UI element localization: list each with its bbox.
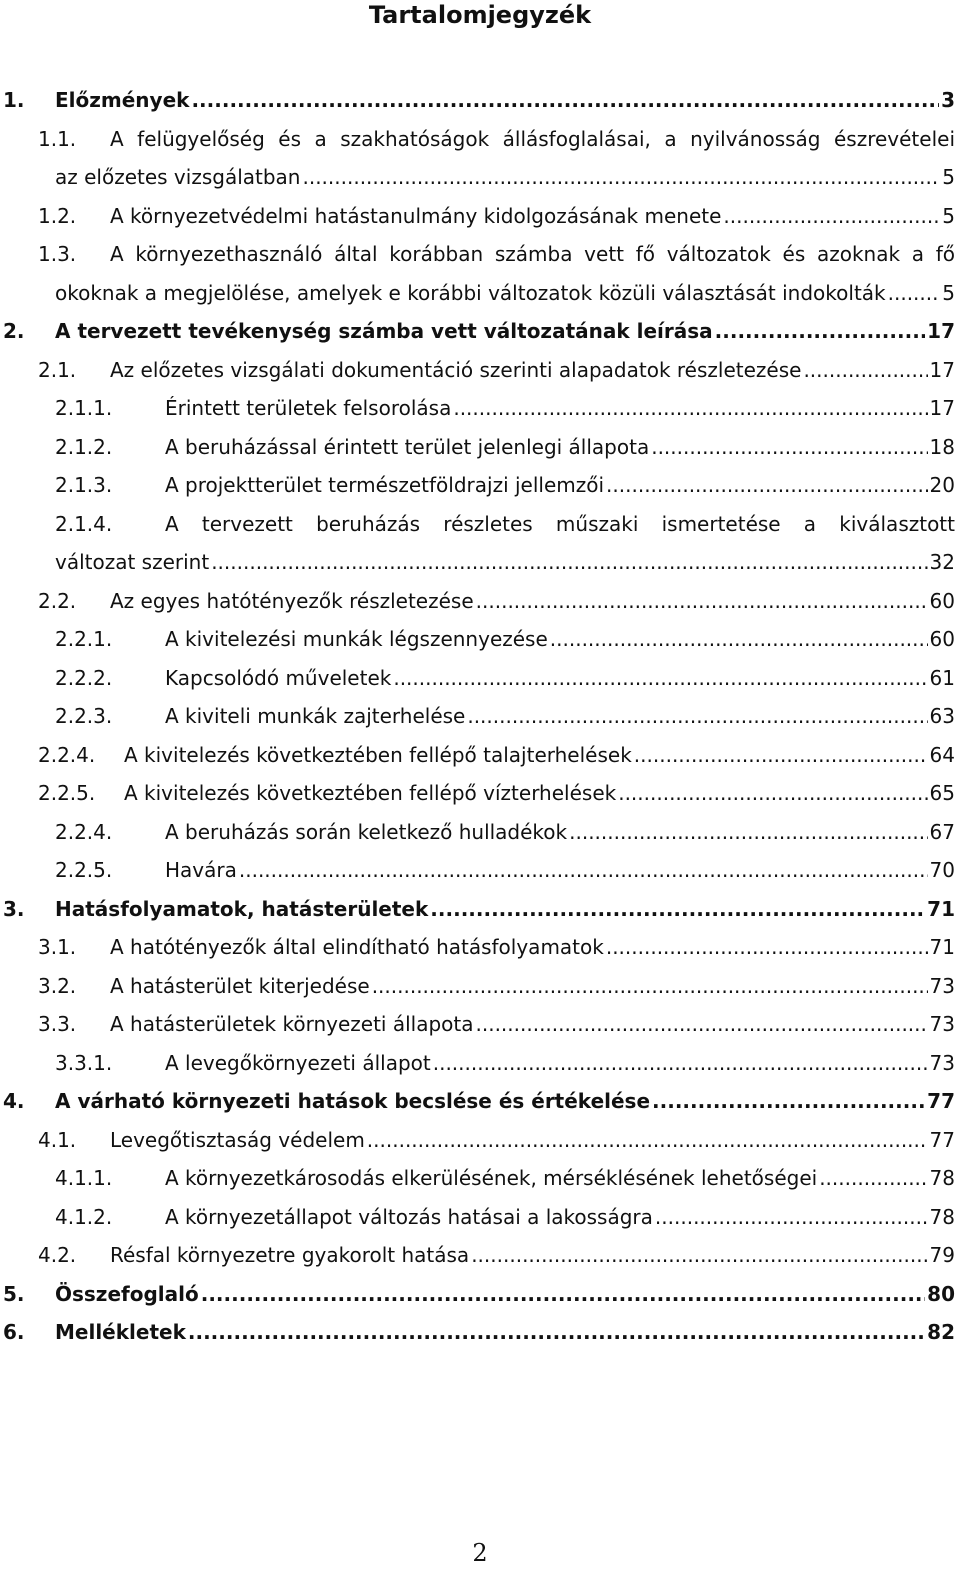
dot-leader: [467, 701, 927, 731]
toc-entry-title-cont: az előzetes vizsgálatban: [55, 165, 301, 189]
toc-entry-continuation[interactable]: [0, 278, 960, 308]
toc-entry-page: 77: [929, 1127, 955, 1152]
toc-entry-title: A kiviteli munkák zajterhelése: [165, 704, 466, 728]
dot-leader: [888, 278, 941, 308]
dot-leader: [476, 586, 928, 616]
toc-entry-page: 71: [927, 896, 955, 921]
toc-entry[interactable]: [0, 509, 960, 539]
toc-entry-number: 3.1.: [38, 935, 77, 959]
toc-entry[interactable]: [0, 586, 960, 616]
toc-entry-page: 80: [927, 1281, 955, 1306]
dot-leader: [433, 1048, 928, 1078]
toc-entry-page: 70: [929, 858, 955, 882]
toc-entry-number: 2.2.: [38, 588, 77, 613]
toc-entry-number: 2.1.: [38, 357, 77, 382]
toc-entry-page: 79: [929, 1243, 955, 1267]
toc-entry-number: 2.2.5.: [55, 858, 113, 882]
toc-entry-title: Kapcsolódó műveletek: [165, 665, 392, 690]
toc-entry-continuation[interactable]: [0, 547, 960, 577]
toc-entry-title: A kivitelezési munkák légszennyezése: [165, 627, 548, 651]
toc-entry-title: A kivitelezés következtében fellépő vízterhelések: [124, 781, 617, 805]
dot-leader: [188, 1317, 925, 1347]
toc-entry-page: 5: [942, 280, 955, 305]
dot-leader: [606, 470, 928, 500]
toc-entry[interactable]: [0, 1086, 960, 1116]
dot-leader: [715, 316, 926, 346]
toc-entry[interactable]: [0, 316, 960, 346]
dot-leader: [634, 740, 928, 770]
toc-entry[interactable]: [0, 432, 960, 462]
toc-entry-title: Érintett területek felsorolása: [165, 396, 452, 420]
dot-leader: [302, 162, 940, 192]
toc-entry-title: Résfal környezetre gyakorolt hatása: [110, 1243, 470, 1267]
toc-entry[interactable]: [0, 124, 960, 154]
toc-entry-title: A beruházás során keletkező hulladékok: [165, 819, 568, 844]
toc-entry-title: Levegőtisztaság védelem: [110, 1127, 365, 1152]
toc-entry-title: Hatásfolyamatok, hatásterületek: [55, 896, 429, 921]
dot-leader: [372, 971, 928, 1001]
dot-leader: [618, 778, 927, 808]
dot-leader: [201, 1279, 925, 1309]
dot-leader: [471, 1240, 927, 1270]
page-number: 2: [472, 1539, 488, 1567]
toc-entry-page: 64: [929, 742, 955, 767]
toc-entry-title: Mellékletek: [55, 1320, 186, 1344]
dot-leader: [367, 1125, 928, 1155]
toc-entry-title: A kivitelezés következtében fellépő talajterhelések: [124, 742, 632, 767]
toc-entry[interactable]: [0, 1202, 960, 1232]
toc-entry-title: A várható környezeti hatások becslése és értékelése: [55, 1089, 651, 1113]
toc-entry-title: A projektterület természetföldrajzi jellemzői: [165, 473, 605, 497]
toc-entry[interactable]: [0, 1279, 960, 1309]
dot-leader: [476, 1009, 928, 1039]
dot-leader: [239, 855, 928, 885]
toc-entry[interactable]: [0, 778, 960, 808]
dot-leader: [606, 932, 928, 962]
toc-entry-number: 2.2.4.: [55, 819, 113, 844]
toc-entry[interactable]: [0, 85, 960, 115]
toc-entry-title: A környezetvédelmi hatástanulmány kidolgozásának menete: [110, 203, 722, 228]
toc-entry-number: 2.1.4.: [55, 511, 113, 536]
dot-leader: [651, 432, 927, 462]
toc-entry[interactable]: [0, 1125, 960, 1155]
dot-leader: [723, 201, 940, 231]
dot-leader: [393, 663, 927, 693]
toc-entry-title: A hatásterületek környezeti állapota: [110, 1012, 474, 1036]
toc-entry-number: 4.2.: [38, 1243, 77, 1267]
toc-entry-title: Havára: [165, 858, 237, 882]
toc-entry-page: 73: [929, 1050, 955, 1075]
toc-entry-page: 17: [929, 396, 955, 420]
dot-leader: [803, 355, 927, 385]
toc-entry-number: 1.3.: [38, 242, 77, 266]
toc-entry-number: 1.: [3, 88, 25, 112]
toc-entry-number: 2.2.1.: [55, 627, 113, 651]
toc-entry[interactable]: [0, 1009, 960, 1039]
toc-entry-page: 78: [929, 1166, 955, 1190]
dot-leader: [550, 624, 928, 654]
toc-entry-page: 71: [929, 935, 955, 959]
toc-entry-title: A felügyelőség és a szakhatóságok állásfoglalásai, a nyilvánosság észrevételei: [110, 126, 955, 151]
toc-entry-number: 1.2.: [38, 203, 77, 228]
toc-title: Tartalomjegyzék: [368, 1, 592, 29]
toc-entry[interactable]: [0, 355, 960, 385]
dot-leader: [652, 1086, 925, 1116]
toc-entry-number: 2.1.2.: [55, 434, 113, 459]
dot-leader: [211, 547, 927, 577]
toc-entry-number: 2.1.1.: [55, 396, 113, 420]
toc-entry-title: A környezetkárosodás elkerülésének, mérséklésének lehetőségei: [165, 1166, 818, 1190]
toc-entry[interactable]: [0, 1163, 960, 1193]
toc-entry-page: 5: [942, 165, 955, 189]
toc-entry-number: 3.3.1.: [55, 1050, 113, 1075]
toc-entry-number: 2.2.3.: [55, 704, 113, 728]
toc-entry[interactable]: [0, 855, 960, 885]
toc-entry-page: 17: [929, 357, 955, 382]
toc-entry-title: Az egyes hatótényezők részletezése: [110, 588, 474, 613]
toc-entry-number: 2.1.3.: [55, 473, 113, 497]
toc-entry-page: 73: [929, 973, 955, 998]
toc-entry-title: Az előzetes vizsgálati dokumentáció szerinti alapadatok részletezése: [110, 357, 802, 382]
toc-entry[interactable]: [0, 1240, 960, 1270]
toc-entry-number: 4.: [3, 1089, 25, 1113]
toc-entry-page: 20: [929, 473, 955, 497]
toc-entry-title: A környezetállapot változás hatásai a lakosságra: [165, 1204, 653, 1229]
toc-entry-title: A környezethasználó által korábban számba vett fő változatok és azoknak a fő: [110, 242, 955, 266]
dot-leader: [191, 85, 939, 115]
toc-entry[interactable]: [0, 701, 960, 731]
toc-entry-number: 4.1.2.: [55, 1204, 113, 1229]
toc-entry-page: 60: [929, 588, 955, 613]
toc-entry-number: 4.1.: [38, 1127, 77, 1152]
dot-leader: [453, 393, 927, 423]
toc-entry[interactable]: [0, 894, 960, 924]
toc-entry-number: 2.2.5.: [38, 781, 96, 805]
toc-entry[interactable]: [0, 740, 960, 770]
toc-entry-number: 1.1.: [38, 126, 77, 151]
toc-entry-title: Összefoglaló: [55, 1281, 199, 1306]
toc-entry-title: A beruházással érintett terület jelenlegi állapota: [165, 434, 650, 459]
toc-entry-number: 6.: [3, 1320, 25, 1344]
toc-entry[interactable]: [0, 470, 960, 500]
toc-entry-page: 82: [927, 1320, 955, 1344]
toc-entry-page: 61: [929, 665, 955, 690]
toc-entry[interactable]: [0, 817, 960, 847]
toc-entry-page: 3: [941, 88, 955, 112]
toc-entry-title: A hatótényezők által elindítható hatásfolyamatok: [110, 935, 604, 959]
toc-entry-page: 17: [927, 319, 955, 343]
toc-entry-page: 78: [929, 1204, 955, 1229]
toc-entry-title: A levegőkörnyezeti állapot: [165, 1050, 431, 1075]
toc-entry-title-cont: változat szerint: [55, 550, 210, 574]
toc-entry[interactable]: [0, 624, 960, 654]
toc-entry-page: 65: [929, 781, 955, 805]
toc-entry-title: A tervezett beruházás részletes műszaki ismertetése a kiválasztott: [165, 511, 955, 536]
toc-entry-title: A hatásterület kiterjedése: [110, 973, 370, 998]
toc-entry-page: 77: [927, 1089, 955, 1113]
toc-entry-title: A tervezett tevékenység számba vett változatának leírása: [55, 319, 713, 343]
toc-entry-number: 2.2.4.: [38, 742, 96, 767]
toc-entry[interactable]: [0, 1048, 960, 1078]
toc-entry-page: 32: [929, 550, 955, 574]
toc-entry[interactable]: [0, 663, 960, 693]
toc-entry[interactable]: [0, 1317, 960, 1347]
dot-leader: [655, 1202, 928, 1232]
dot-leader: [819, 1163, 927, 1193]
toc-entry-number: 3.: [3, 896, 25, 921]
toc-entry[interactable]: [0, 239, 960, 269]
toc-entry[interactable]: [0, 971, 960, 1001]
toc-entry[interactable]: [0, 393, 960, 423]
toc-entry[interactable]: [0, 932, 960, 962]
toc-entry[interactable]: [0, 201, 960, 231]
dot-leader: [569, 817, 927, 847]
dot-leader: [430, 894, 925, 924]
toc-entry-number: 5.: [3, 1281, 25, 1306]
toc-entry-number: 3.2.: [38, 973, 77, 998]
toc-entry-continuation[interactable]: [0, 162, 960, 192]
toc-entry-page: 60: [929, 627, 955, 651]
toc-entry-page: 18: [929, 434, 955, 459]
toc-entry-page: 63: [929, 704, 955, 728]
toc-entry-number: 2.2.2.: [55, 665, 113, 690]
toc-entry-number: 2.: [3, 319, 25, 343]
toc-entry-page: 73: [929, 1012, 955, 1036]
toc-entry-number: 3.3.: [38, 1012, 77, 1036]
toc-entry-title: Előzmények: [55, 88, 190, 112]
toc-entry-title-cont: okoknak a megjelölése, amelyek e korábbi változatok közüli választását indokolták: [55, 280, 886, 305]
toc-entry-number: 4.1.1.: [55, 1166, 113, 1190]
toc-entry-page: 67: [929, 819, 955, 844]
toc-entry-page: 5: [942, 203, 955, 228]
